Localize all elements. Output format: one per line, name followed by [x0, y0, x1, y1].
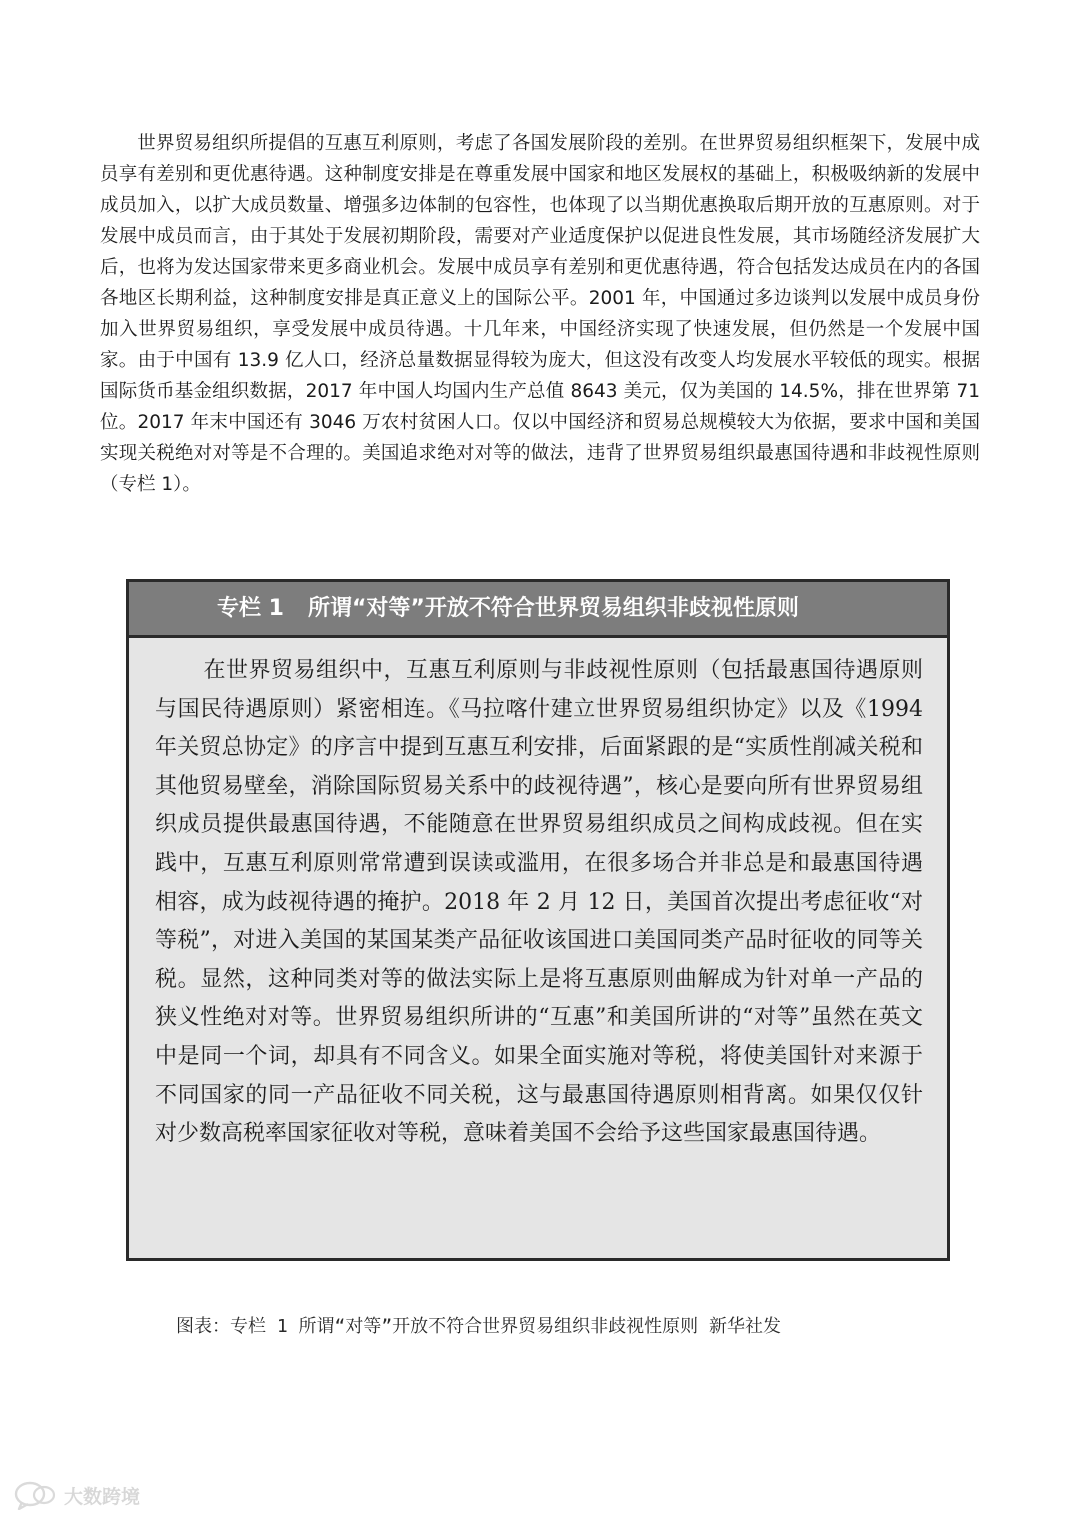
speech-bubble-logo-icon — [14, 1480, 58, 1510]
figure-caption: 图表：专栏 1 所谓“对等”开放不符合世界贸易组织非歧视性原则 新华社发 — [176, 1316, 782, 1337]
main-paragraph-text: 世界贸易组织所提倡的互惠互利原则，考虑了各国发展阶段的差别。在世界贸易组织框架下，发展中成员享有差别和更优惠待遇。这种制度安排是在尊重发展中国家和地区发展权的基础上，积极吸纳新的发展中成员加入，以扩大成员数量、增强多边体制的包容性，也体现了以当期优惠换取后期开放的互惠原则。对于发展中成员而言，由于其处于发展初期阶段，需要对产业适度保护以促进良性发展，其市场随经济发展扩大后，也将为发达国家带来更多商业机会。发展中成员享有差别和更优惠待遇，符合包括发达成员在内的各国各地区长期利益，这种制度安排是真正意义上的国际公平。2001 年，中国通过多边谈判以发展中成员身份加入世界贸易组织，享受发展中成员待遇。十几年来，中国经济实现了快速发展，但仍然是一个发展中国家。由于中国有 13.9 亿人口，经济总量数据显得较为庞大，但这没有改变人均发展水平较低的现实。根据国际货币基金组织数据，2017 年中国人均国内生产总值 8643 美元，仅为美国的 14.5%，排在世界第 71 位。2017 年末中国还有 3046 万农村贫困人口。仅以中国经济和贸易总规模较大为依据，要求中国和美国实现关税绝对对等是不合理的。美国追求绝对对等的做法，违背了世界贸易组织最惠国待遇和非歧视性原则（专栏 1）。 — [100, 133, 980, 495]
column-body — [155, 652, 923, 1154]
column-label: 专栏 1 — [217, 596, 284, 621]
watermark-text: 大数跨境 — [64, 1485, 141, 1508]
watermark — [14, 1480, 140, 1510]
main-paragraph — [100, 128, 980, 500]
column-box — [126, 579, 950, 1261]
column-body-text: 在世界贸易组织中，互惠互利原则与非歧视性原则（包括最惠国待遇原则与国民待遇原则）紧密相连。《马拉喀什建立世界贸易组织协定》以及《1994 年关贸总协定》的序言中提到互惠互利安排，后面紧跟的是“实质性削减关税和其他贸易壁垒，消除国际贸易关系中的歧视待遇”，核心是要向所有世界贸易组织成员提供最惠国待遇，不能随意在世界贸易组织成员之间构成歧视。但在实践中，互惠互利原则常常遭到误读或滥用，在很多场合并非总是和最惠国待遇相容，成为歧视待遇的掩护。2018 年 2 月 12 日，美国首次提出考虑征收“对等税”，对进入美国的某国某类产品征收该国进口美国同类产品时征收的同等关税。显然，这种同类对等的做法实际上是将互惠原则曲解成为针对单一产品的狭义性绝对对等。世界贸易组织所讲的“互惠”和美国所讲的“对等”虽然在英文中是同一个词，却具有不同含义。如果全面实施对等税，将使美国针对来源于不同国家的同一产品征收不同关税，这与最惠国待遇原则相背离。如果仅仅针对少数高税率国家征收对等税，意味着美国不会给予这些国家最惠国待遇。 — [155, 658, 923, 1147]
column-title-bar — [129, 582, 947, 638]
column-title: 所谓“对等”开放不符合世界贸易组织非歧视性原则 — [307, 596, 799, 621]
